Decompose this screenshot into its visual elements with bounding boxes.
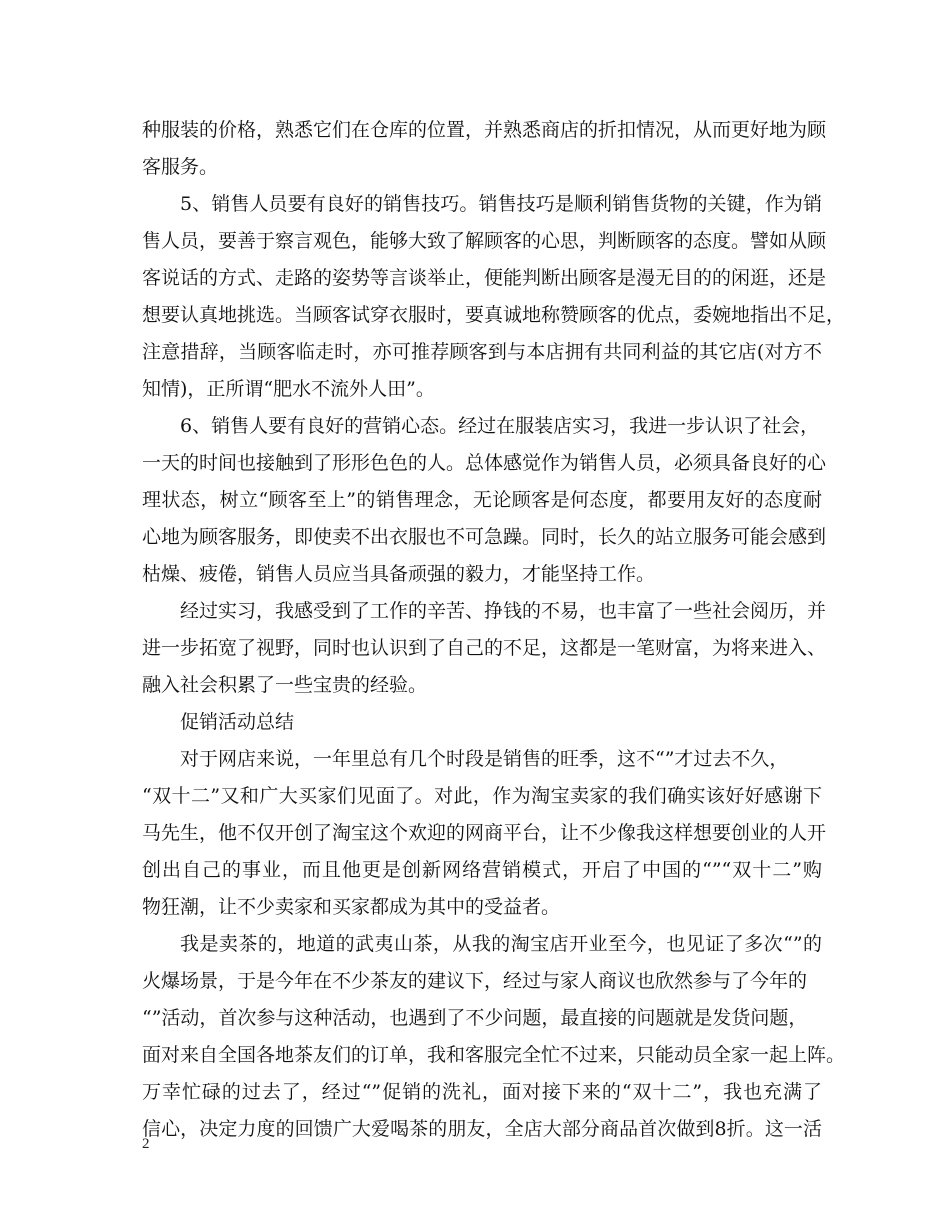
text-line: 枯燥、疲倦，销售人员应当具备顽强的毅力，才能坚持工作。 xyxy=(142,563,656,585)
text-line: 经过实习，我感受到了工作的辛苦、挣钱的不易，也丰富了一些社会阅历，并 xyxy=(180,600,827,622)
text-line: 马先生，他不仅开创了淘宝这个欢迎的网商平台，让不少像我这样想要创业的人开 xyxy=(142,822,827,844)
text-line: 信心，决定力度的回馈广大爱喝茶的朋友，全店大部分商品首次做到8折。这一活 xyxy=(142,1118,822,1140)
text-line: 知情)，正所谓“肥水不流外人田”。 xyxy=(142,378,435,400)
text-line: 心地为顾客服务，即使卖不出衣服也不可急躁。同时，长久的站立服务可能会感到 xyxy=(142,526,827,548)
page-number: 2 xyxy=(142,1136,150,1152)
text-line: 售人员，要善于察言观色，能够大致了解顾客的心思，判断顾客的态度。譬如从顾 xyxy=(142,230,827,252)
text-line: 想要认真地挑选。当顾客试穿衣服时，要真诚地称赞顾客的优点，委婉地指出不足， xyxy=(142,304,846,326)
text-line: 进一步拓宽了视野，同时也认识到了自己的不足，这都是一笔财富，为将来进入、 xyxy=(142,637,827,659)
text-line: 对于网店来说，一年里总有几个时段是销售的旺季，这不“”才过去不久， xyxy=(180,748,789,770)
text-line: 注意措辞，当顾客临走时，亦可推荐顾客到与本店拥有共同利益的其它店(对方不 xyxy=(142,341,822,363)
text-line: 理状态，树立“顾客至上”的销售理念，无论顾客是何态度，都要用友好的态度耐 xyxy=(142,489,822,511)
text-line: “”活动，首次参与这种活动，也遇到了不少问题，最直接的问题就是发货问题， xyxy=(142,1007,808,1029)
text-line: 创出自己的事业，而且他更是创新网络营销模式，开启了中国的“”“双十二”购 xyxy=(142,859,822,881)
text-line: 物狂潮，让不少卖家和买家都成为其中的受益者。 xyxy=(142,896,561,918)
text-line: 融入社会积累了一些宝贵的经验。 xyxy=(142,674,428,696)
text-line: 种服装的价格，熟悉它们在仓库的位置，并熟悉商店的折扣情况，从而更好地为顾 xyxy=(142,119,827,141)
text-line: 客服务。 xyxy=(142,156,219,178)
text-line: 5、销售人员要有良好的销售技巧。销售技巧是顺利销售货物的关键，作为销 xyxy=(180,193,822,215)
text-line: “双十二”又和广大买家们见面了。对此，作为淘宝卖家的我们确实该好好感谢下 xyxy=(142,785,822,807)
text-line: 我是卖茶的，地道的武夷山茶，从我的淘宝店开业至今，也见证了多次“”的 xyxy=(180,933,822,955)
text-line: 面对来自全国各地茶友们的订单，我和客服完全忙不过来，只能动员全家一起上阵。 xyxy=(142,1044,846,1066)
text-line: 万幸忙碌的过去了，经过“”促销的洗礼，面对接下来的“双十二”，我也充满了 xyxy=(142,1081,822,1103)
text-line: 火爆场景，于是今年在不少茶友的建议下，经过与家人商议也欣然参与了今年的 xyxy=(142,970,808,992)
text-line: 一天的时间也接触到了形形色色的人。总体感觉作为销售人员，必须具备良好的心 xyxy=(142,452,827,474)
text-line: 6、销售人要有良好的营销心态。经过在服装店实习，我进一步认识了社会， xyxy=(180,415,820,437)
text-line: 促销活动总结 xyxy=(180,711,295,733)
text-line: 客说话的方式、走路的姿势等言谈举止，便能判断出顾客是漫无目的的闲逛，还是 xyxy=(142,267,827,289)
body-text xyxy=(142,112,846,1148)
